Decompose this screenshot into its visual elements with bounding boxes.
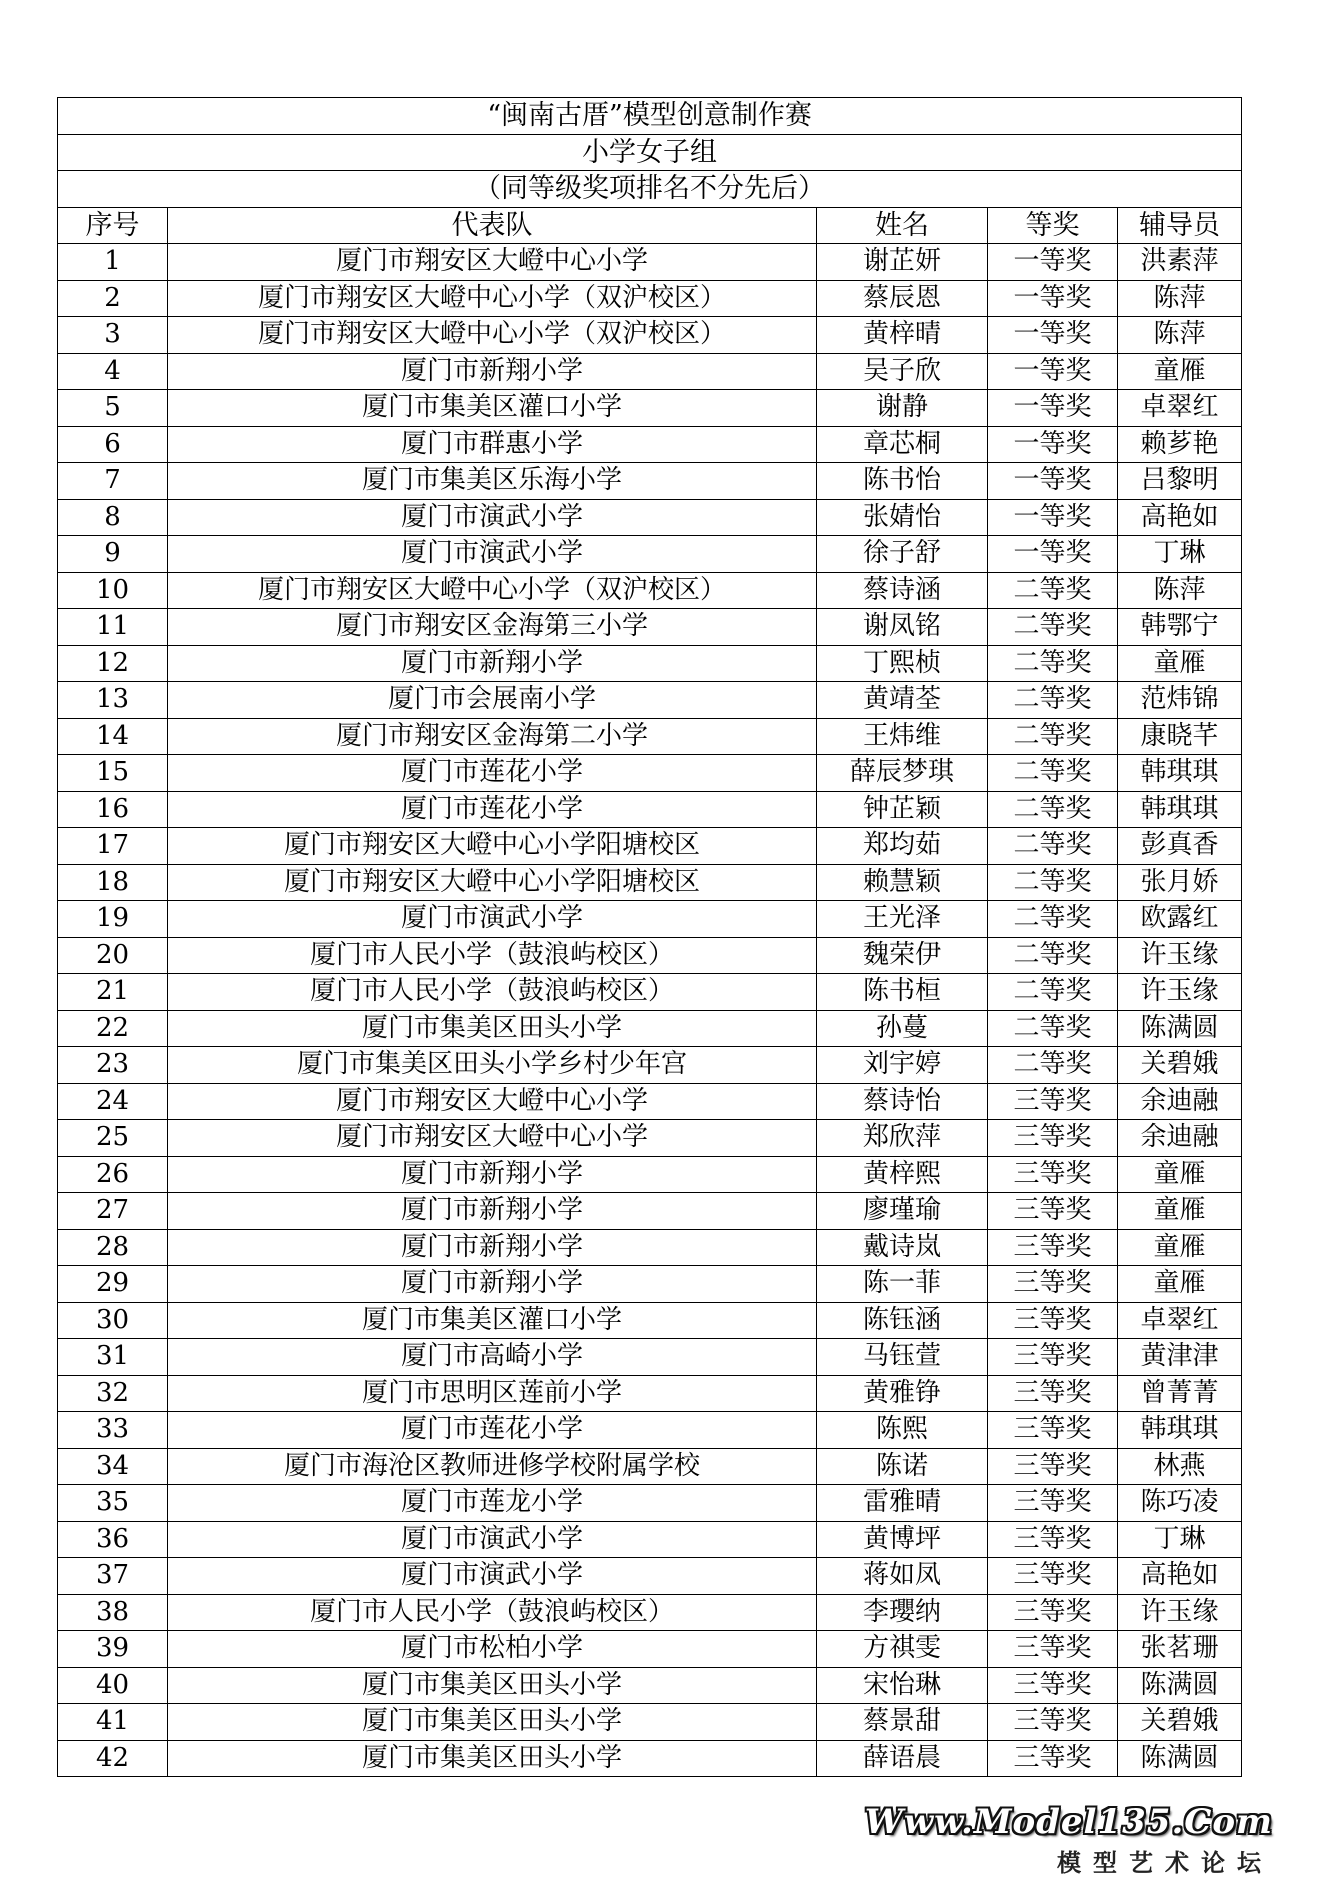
cell-number: 20 <box>58 937 168 974</box>
table-row <box>58 609 1242 646</box>
cell-award: 二等奖 <box>988 1047 1118 1084</box>
ranking-note: （同等级奖项排名不分先后） <box>58 171 1242 208</box>
cell-name: 谢静 <box>817 390 988 427</box>
cell-award: 二等奖 <box>988 864 1118 901</box>
cell-advisor: 关碧娥 <box>1118 1704 1242 1741</box>
cell-name: 马钰萱 <box>817 1339 988 1376</box>
cell-team: 厦门市演武小学 <box>168 901 817 938</box>
cell-team: 厦门市群惠小学 <box>168 426 817 463</box>
cell-award: 二等奖 <box>988 718 1118 755</box>
cell-advisor: 童雁 <box>1118 1266 1242 1303</box>
table-row <box>58 280 1242 317</box>
cell-number: 19 <box>58 901 168 938</box>
cell-number: 4 <box>58 353 168 390</box>
cell-award: 一等奖 <box>988 317 1118 354</box>
cell-award: 二等奖 <box>988 937 1118 974</box>
cell-advisor: 卓翠红 <box>1118 390 1242 427</box>
cell-team: 厦门市翔安区大嶝中心小学阳塘校区 <box>168 828 817 865</box>
table-row <box>58 1412 1242 1449</box>
cell-award: 二等奖 <box>988 682 1118 719</box>
cell-number: 30 <box>58 1302 168 1339</box>
table-row <box>58 1740 1242 1777</box>
cell-name: 黄雅铮 <box>817 1375 988 1412</box>
cell-team: 厦门市翔安区大嶝中心小学阳塘校区 <box>168 864 817 901</box>
note-row <box>58 171 1242 208</box>
cell-number: 18 <box>58 864 168 901</box>
table-row <box>58 974 1242 1011</box>
cell-number: 1 <box>58 244 168 281</box>
cell-name: 刘宇婷 <box>817 1047 988 1084</box>
cell-award: 三等奖 <box>988 1339 1118 1376</box>
cell-award: 一等奖 <box>988 390 1118 427</box>
cell-award: 二等奖 <box>988 572 1118 609</box>
cell-award: 一等奖 <box>988 353 1118 390</box>
cell-name: 郑均茹 <box>817 828 988 865</box>
table-row <box>58 828 1242 865</box>
cell-award: 二等奖 <box>988 755 1118 792</box>
cell-team: 厦门市高崎小学 <box>168 1339 817 1376</box>
cell-award: 一等奖 <box>988 426 1118 463</box>
cell-award: 三等奖 <box>988 1412 1118 1449</box>
cell-team: 厦门市集美区乐海小学 <box>168 463 817 500</box>
cell-award: 二等奖 <box>988 645 1118 682</box>
cell-award: 三等奖 <box>988 1594 1118 1631</box>
cell-team: 厦门市集美区田头小学 <box>168 1010 817 1047</box>
cell-number: 10 <box>58 572 168 609</box>
cell-advisor: 韩琪琪 <box>1118 755 1242 792</box>
cell-number: 6 <box>58 426 168 463</box>
cell-team: 厦门市翔安区大嶝中心小学 <box>168 1120 817 1157</box>
cell-number: 26 <box>58 1156 168 1193</box>
table-row <box>58 1448 1242 1485</box>
cell-advisor: 陈满圆 <box>1118 1010 1242 1047</box>
cell-number: 32 <box>58 1375 168 1412</box>
cell-award: 三等奖 <box>988 1266 1118 1303</box>
cell-advisor: 陈萍 <box>1118 572 1242 609</box>
cell-number: 34 <box>58 1448 168 1485</box>
table-row <box>58 1120 1242 1157</box>
cell-advisor: 赖芗艳 <box>1118 426 1242 463</box>
cell-name: 陈书桓 <box>817 974 988 1011</box>
table-row <box>58 1558 1242 1595</box>
table-row <box>58 1631 1242 1668</box>
cell-advisor: 吕黎明 <box>1118 463 1242 500</box>
cell-advisor: 余迪融 <box>1118 1083 1242 1120</box>
cell-team: 厦门市思明区莲前小学 <box>168 1375 817 1412</box>
table-row <box>58 1339 1242 1376</box>
table-row <box>58 1302 1242 1339</box>
table-row <box>58 1594 1242 1631</box>
cell-advisor: 许玉缘 <box>1118 1594 1242 1631</box>
cell-name: 陈一菲 <box>817 1266 988 1303</box>
table-row <box>58 901 1242 938</box>
cell-number: 13 <box>58 682 168 719</box>
cell-number: 12 <box>58 645 168 682</box>
header-number: 序号 <box>58 207 168 244</box>
cell-name: 薛辰梦琪 <box>817 755 988 792</box>
cell-advisor: 卓翠红 <box>1118 1302 1242 1339</box>
cell-team: 厦门市莲花小学 <box>168 755 817 792</box>
cell-name: 蒋如凤 <box>817 1558 988 1595</box>
cell-advisor: 范炜锦 <box>1118 682 1242 719</box>
cell-advisor: 康晓芊 <box>1118 718 1242 755</box>
cell-team: 厦门市新翔小学 <box>168 1193 817 1230</box>
cell-number: 16 <box>58 791 168 828</box>
cell-team: 厦门市松柏小学 <box>168 1631 817 1668</box>
header-advisor: 辅导员 <box>1118 207 1242 244</box>
cell-advisor: 童雁 <box>1118 1193 1242 1230</box>
cell-number: 35 <box>58 1485 168 1522</box>
cell-team: 厦门市集美区灌口小学 <box>168 1302 817 1339</box>
table-row <box>58 937 1242 974</box>
cell-name: 张婧怡 <box>817 499 988 536</box>
header-award: 等奖 <box>988 207 1118 244</box>
cell-name: 蔡诗怡 <box>817 1083 988 1120</box>
cell-advisor: 林燕 <box>1118 1448 1242 1485</box>
cell-number: 11 <box>58 609 168 646</box>
cell-number: 15 <box>58 755 168 792</box>
cell-award: 一等奖 <box>988 280 1118 317</box>
cell-advisor: 韩琪琪 <box>1118 1412 1242 1449</box>
cell-team: 厦门市演武小学 <box>168 1521 817 1558</box>
cell-team: 厦门市演武小学 <box>168 1558 817 1595</box>
cell-advisor: 童雁 <box>1118 1229 1242 1266</box>
cell-name: 雷雅晴 <box>817 1485 988 1522</box>
table-row <box>58 682 1242 719</box>
cell-name: 李瓔纳 <box>817 1594 988 1631</box>
cell-team: 厦门市演武小学 <box>168 536 817 573</box>
cell-award: 三等奖 <box>988 1631 1118 1668</box>
table-row <box>58 645 1242 682</box>
cell-team: 厦门市海沧区教师进修学校附属学校 <box>168 1448 817 1485</box>
cell-name: 丁熙桢 <box>817 645 988 682</box>
cell-advisor: 关碧娥 <box>1118 1047 1242 1084</box>
group-name: 小学女子组 <box>58 134 1242 171</box>
cell-award: 三等奖 <box>988 1485 1118 1522</box>
cell-number: 37 <box>58 1558 168 1595</box>
header-team: 代表队 <box>168 207 817 244</box>
cell-award: 二等奖 <box>988 791 1118 828</box>
table-row <box>58 463 1242 500</box>
cell-team: 厦门市集美区田头小学 <box>168 1667 817 1704</box>
cell-team: 厦门市翔安区金海第三小学 <box>168 609 817 646</box>
table-row <box>58 864 1242 901</box>
cell-advisor: 高艳如 <box>1118 1558 1242 1595</box>
cell-number: 7 <box>58 463 168 500</box>
cell-award: 二等奖 <box>988 901 1118 938</box>
cell-name: 黄博坪 <box>817 1521 988 1558</box>
cell-number: 31 <box>58 1339 168 1376</box>
cell-name: 陈熙 <box>817 1412 988 1449</box>
cell-award: 一等奖 <box>988 244 1118 281</box>
cell-name: 章芯桐 <box>817 426 988 463</box>
cell-award: 三等奖 <box>988 1667 1118 1704</box>
cell-advisor: 曾菁菁 <box>1118 1375 1242 1412</box>
cell-team: 厦门市翔安区金海第二小学 <box>168 718 817 755</box>
table-row <box>58 718 1242 755</box>
cell-team: 厦门市新翔小学 <box>168 1156 817 1193</box>
cell-name: 谢芷妍 <box>817 244 988 281</box>
cell-name: 王炜维 <box>817 718 988 755</box>
cell-number: 27 <box>58 1193 168 1230</box>
cell-advisor: 张月娇 <box>1118 864 1242 901</box>
cell-name: 徐子舒 <box>817 536 988 573</box>
table-row <box>58 1375 1242 1412</box>
table-row <box>58 1193 1242 1230</box>
cell-award: 三等奖 <box>988 1193 1118 1230</box>
cell-number: 24 <box>58 1083 168 1120</box>
cell-name: 薛语晨 <box>817 1740 988 1777</box>
cell-award: 二等奖 <box>988 609 1118 646</box>
cell-number: 3 <box>58 317 168 354</box>
cell-advisor: 陈满圆 <box>1118 1740 1242 1777</box>
table-row <box>58 1083 1242 1120</box>
cell-name: 方祺雯 <box>817 1631 988 1668</box>
cell-advisor: 彭真香 <box>1118 828 1242 865</box>
cell-number: 33 <box>58 1412 168 1449</box>
cell-advisor: 余迪融 <box>1118 1120 1242 1157</box>
table-row <box>58 536 1242 573</box>
cell-team: 厦门市演武小学 <box>168 499 817 536</box>
cell-name: 吴子欣 <box>817 353 988 390</box>
table-row <box>58 1156 1242 1193</box>
cell-number: 23 <box>58 1047 168 1084</box>
table-row <box>58 1229 1242 1266</box>
cell-number: 40 <box>58 1667 168 1704</box>
cell-team: 厦门市人民小学（鼓浪屿校区） <box>168 1594 817 1631</box>
cell-team: 厦门市莲龙小学 <box>168 1485 817 1522</box>
cell-name: 廖瑾瑜 <box>817 1193 988 1230</box>
cell-name: 郑欣萍 <box>817 1120 988 1157</box>
cell-award: 三等奖 <box>988 1375 1118 1412</box>
cell-award: 三等奖 <box>988 1083 1118 1120</box>
table-row <box>58 1047 1242 1084</box>
table-title: “闽南古厝”模型创意制作赛 <box>58 98 1242 135</box>
cell-team: 厦门市新翔小学 <box>168 353 817 390</box>
cell-advisor: 许玉缘 <box>1118 974 1242 1011</box>
cell-advisor: 高艳如 <box>1118 499 1242 536</box>
cell-team: 厦门市集美区田头小学 <box>168 1740 817 1777</box>
cell-team: 厦门市翔安区大嶝中心小学（双沪校区） <box>168 572 817 609</box>
cell-advisor: 欧露红 <box>1118 901 1242 938</box>
cell-advisor: 童雁 <box>1118 645 1242 682</box>
cell-team: 厦门市人民小学（鼓浪屿校区） <box>168 937 817 974</box>
table-row <box>58 755 1242 792</box>
cell-number: 42 <box>58 1740 168 1777</box>
cell-award: 一等奖 <box>988 463 1118 500</box>
cell-team: 厦门市翔安区大嶝中心小学（双沪校区） <box>168 317 817 354</box>
cell-award: 三等奖 <box>988 1558 1118 1595</box>
table-row <box>58 1010 1242 1047</box>
cell-advisor: 丁琳 <box>1118 1521 1242 1558</box>
cell-advisor: 丁琳 <box>1118 536 1242 573</box>
cell-team: 厦门市莲花小学 <box>168 1412 817 1449</box>
cell-name: 黄靖荃 <box>817 682 988 719</box>
cell-award: 三等奖 <box>988 1229 1118 1266</box>
cell-award: 三等奖 <box>988 1521 1118 1558</box>
cell-number: 25 <box>58 1120 168 1157</box>
cell-name: 魏荣伊 <box>817 937 988 974</box>
cell-team: 厦门市新翔小学 <box>168 1266 817 1303</box>
cell-team: 厦门市会展南小学 <box>168 682 817 719</box>
cell-number: 21 <box>58 974 168 1011</box>
table-row <box>58 244 1242 281</box>
cell-advisor: 童雁 <box>1118 353 1242 390</box>
watermark-site: Www.Model135.Com <box>864 1802 1273 1842</box>
cell-number: 28 <box>58 1229 168 1266</box>
cell-award: 三等奖 <box>988 1302 1118 1339</box>
cell-number: 5 <box>58 390 168 427</box>
cell-name: 黄梓熙 <box>817 1156 988 1193</box>
cell-name: 陈书怡 <box>817 463 988 500</box>
cell-advisor: 许玉缘 <box>1118 937 1242 974</box>
table-row <box>58 499 1242 536</box>
cell-number: 14 <box>58 718 168 755</box>
header-row <box>58 207 1242 244</box>
cell-advisor: 韩琪琪 <box>1118 791 1242 828</box>
table-row <box>58 1521 1242 1558</box>
cell-advisor: 陈满圆 <box>1118 1667 1242 1704</box>
cell-award: 一等奖 <box>988 536 1118 573</box>
cell-number: 17 <box>58 828 168 865</box>
cell-name: 黄梓晴 <box>817 317 988 354</box>
cell-name: 蔡诗涵 <box>817 572 988 609</box>
table-row <box>58 390 1242 427</box>
table-row <box>58 353 1242 390</box>
cell-number: 29 <box>58 1266 168 1303</box>
cell-name: 谢凤铭 <box>817 609 988 646</box>
table-row <box>58 572 1242 609</box>
cell-name: 蔡景甜 <box>817 1704 988 1741</box>
cell-number: 8 <box>58 499 168 536</box>
cell-award: 二等奖 <box>988 1010 1118 1047</box>
cell-number: 22 <box>58 1010 168 1047</box>
cell-advisor: 陈萍 <box>1118 317 1242 354</box>
cell-team: 厦门市新翔小学 <box>168 1229 817 1266</box>
cell-award: 三等奖 <box>988 1448 1118 1485</box>
cell-number: 38 <box>58 1594 168 1631</box>
cell-advisor: 陈萍 <box>1118 280 1242 317</box>
results-table-body <box>58 98 1242 1777</box>
table-row <box>58 791 1242 828</box>
cell-team: 厦门市莲花小学 <box>168 791 817 828</box>
cell-number: 36 <box>58 1521 168 1558</box>
cell-team: 厦门市新翔小学 <box>168 645 817 682</box>
cell-award: 一等奖 <box>988 499 1118 536</box>
cell-name: 蔡辰恩 <box>817 280 988 317</box>
cell-number: 9 <box>58 536 168 573</box>
watermark-forum: 模型艺术论坛 <box>1057 1848 1273 1877</box>
title-row <box>58 98 1242 135</box>
cell-team: 厦门市翔安区大嶝中心小学（双沪校区） <box>168 280 817 317</box>
cell-number: 41 <box>58 1704 168 1741</box>
cell-name: 赖慧颖 <box>817 864 988 901</box>
table-row <box>58 1266 1242 1303</box>
cell-award: 二等奖 <box>988 828 1118 865</box>
cell-name: 孙蔓 <box>817 1010 988 1047</box>
cell-advisor: 黄津津 <box>1118 1339 1242 1376</box>
table-row <box>58 426 1242 463</box>
cell-name: 陈诺 <box>817 1448 988 1485</box>
group-row <box>58 134 1242 171</box>
cell-number: 2 <box>58 280 168 317</box>
cell-name: 戴诗岚 <box>817 1229 988 1266</box>
header-name: 姓名 <box>817 207 988 244</box>
cell-team: 厦门市翔安区大嶝中心小学 <box>168 244 817 281</box>
table-row <box>58 1704 1242 1741</box>
table-row <box>58 317 1242 354</box>
cell-team: 厦门市集美区田头小学乡村少年宫 <box>168 1047 817 1084</box>
cell-advisor: 张茗珊 <box>1118 1631 1242 1668</box>
cell-advisor: 韩鄂宁 <box>1118 609 1242 646</box>
cell-team: 厦门市人民小学（鼓浪屿校区） <box>168 974 817 1011</box>
cell-award: 三等奖 <box>988 1704 1118 1741</box>
cell-name: 陈钰涵 <box>817 1302 988 1339</box>
cell-advisor: 洪素萍 <box>1118 244 1242 281</box>
cell-award: 三等奖 <box>988 1740 1118 1777</box>
cell-advisor: 童雁 <box>1118 1156 1242 1193</box>
cell-name: 钟芷颖 <box>817 791 988 828</box>
results-table <box>57 97 1242 1777</box>
table-row <box>58 1667 1242 1704</box>
cell-team: 厦门市集美区田头小学 <box>168 1704 817 1741</box>
cell-team: 厦门市集美区灌口小学 <box>168 390 817 427</box>
cell-award: 三等奖 <box>988 1156 1118 1193</box>
table-row <box>58 1485 1242 1522</box>
cell-name: 王光泽 <box>817 901 988 938</box>
cell-name: 宋怡琳 <box>817 1667 988 1704</box>
cell-team: 厦门市翔安区大嶝中心小学 <box>168 1083 817 1120</box>
cell-award: 二等奖 <box>988 974 1118 1011</box>
cell-number: 39 <box>58 1631 168 1668</box>
cell-advisor: 陈巧凌 <box>1118 1485 1242 1522</box>
cell-award: 三等奖 <box>988 1120 1118 1157</box>
